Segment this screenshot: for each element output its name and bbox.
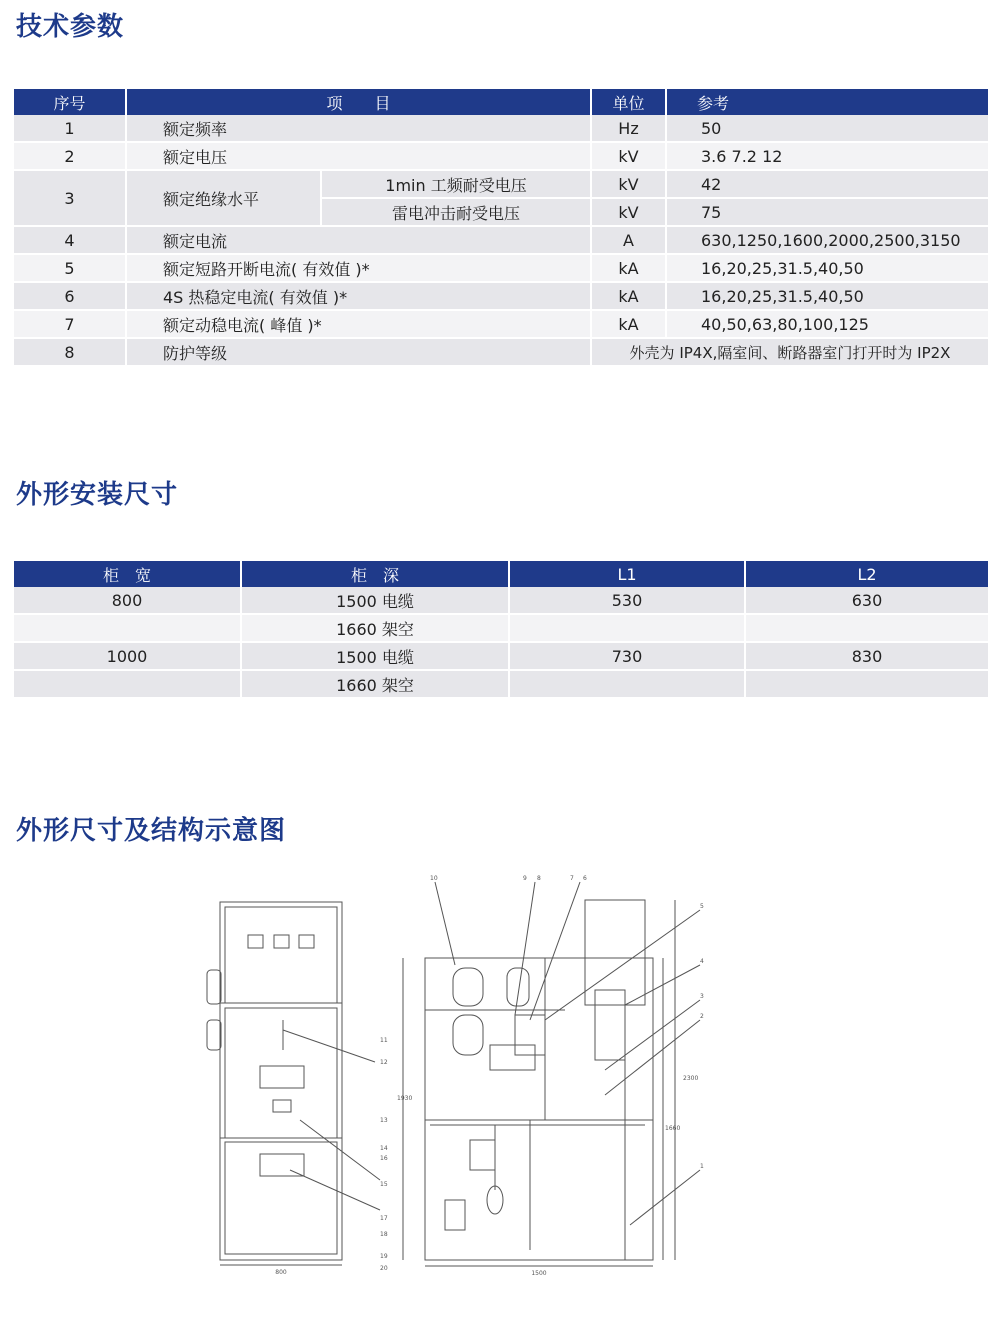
side-depth-label: 1500 bbox=[531, 1270, 547, 1277]
leader-lines-front bbox=[283, 1030, 380, 1210]
switchgear-structure-drawing bbox=[185, 870, 725, 1280]
leader-lines-side bbox=[435, 882, 700, 1225]
row-unit: kV bbox=[592, 143, 667, 171]
section-title-install: 外形安装尺寸 bbox=[16, 480, 179, 510]
row-item: 防护等级 bbox=[127, 339, 592, 367]
table-row bbox=[14, 671, 988, 699]
callout-12: 12 bbox=[380, 1059, 388, 1066]
callouts bbox=[380, 875, 704, 1272]
row-ref: 75 bbox=[667, 199, 988, 227]
row-ref: 16,20,25,31.5,40,50 bbox=[667, 255, 988, 283]
callout-9: 9 bbox=[523, 875, 527, 882]
table-row bbox=[14, 143, 988, 171]
row-no: 5 bbox=[14, 255, 127, 283]
cell-l2 bbox=[746, 671, 988, 699]
row-unit: kA bbox=[592, 311, 667, 339]
callout-14: 14 bbox=[380, 1145, 388, 1152]
row-item: 4S 热稳定电流( 有效值 )* bbox=[127, 283, 592, 311]
table-row bbox=[14, 643, 988, 671]
table-row bbox=[14, 587, 988, 615]
callout-8: 8 bbox=[537, 875, 541, 882]
row-no: 7 bbox=[14, 311, 127, 339]
cell-depth: 1500 电缆 bbox=[242, 643, 510, 671]
row-ref: 40,50,63,80,100,125 bbox=[667, 311, 988, 339]
callout-1: 1 bbox=[700, 1163, 704, 1170]
row-no: 8 bbox=[14, 339, 127, 367]
table-header bbox=[14, 89, 988, 115]
section-title-tech: 技术参数 bbox=[16, 12, 125, 42]
row-no: 1 bbox=[14, 115, 127, 143]
cell-depth: 1660 架空 bbox=[242, 671, 510, 699]
callout-19: 19 bbox=[380, 1253, 388, 1260]
callout-18: 18 bbox=[380, 1231, 388, 1238]
callout-3: 3 bbox=[700, 993, 704, 1000]
row-ref: 外壳为 IP4X,隔室间、断路器室门打开时为 IP2X bbox=[592, 339, 988, 367]
row-no: 4 bbox=[14, 227, 127, 255]
row-ref: 42 bbox=[667, 171, 988, 199]
callout-11: 11 bbox=[380, 1037, 388, 1044]
header-unit: 单位 bbox=[592, 89, 667, 115]
table-row bbox=[14, 171, 988, 199]
row-no: 2 bbox=[14, 143, 127, 171]
table-row bbox=[14, 615, 988, 643]
cell-l2: 630 bbox=[746, 587, 988, 615]
table-row bbox=[14, 283, 988, 311]
section-title-diagram: 外形尺寸及结构示意图 bbox=[16, 816, 287, 846]
row-ref: 630,1250,1600,2000,2500,3150 bbox=[667, 227, 988, 255]
row-no: 3 bbox=[14, 171, 127, 227]
cell-depth: 1660 架空 bbox=[242, 615, 510, 643]
callout-7: 7 bbox=[570, 875, 574, 882]
table-header bbox=[14, 561, 988, 587]
callout-16: 16 bbox=[380, 1155, 388, 1162]
row-ref: 50 bbox=[667, 115, 988, 143]
header-width: 柜 宽 bbox=[14, 561, 242, 587]
install-dimensions-table bbox=[14, 561, 988, 699]
row-unit: kA bbox=[592, 283, 667, 311]
callout-10: 10 bbox=[430, 875, 438, 882]
row-item: 额定绝缘水平 bbox=[127, 171, 322, 227]
callout-15: 15 bbox=[380, 1181, 388, 1188]
row-item: 额定电流 bbox=[127, 227, 592, 255]
cell-l1 bbox=[510, 671, 746, 699]
cell-width: 1000 bbox=[14, 643, 242, 671]
cell-l1: 730 bbox=[510, 643, 746, 671]
table-row bbox=[14, 115, 988, 143]
header-l1: L1 bbox=[510, 561, 746, 587]
row-item: 额定短路开断电流( 有效值 )* bbox=[127, 255, 592, 283]
dim-height-2300: 2300 bbox=[683, 1075, 699, 1082]
row-unit: kV bbox=[592, 171, 667, 199]
callout-20: 20 bbox=[380, 1265, 388, 1272]
cell-l1: 530 bbox=[510, 587, 746, 615]
row-item: 额定电压 bbox=[127, 143, 592, 171]
cell-width bbox=[14, 615, 242, 643]
tech-params-table bbox=[14, 89, 988, 367]
cell-l2: 830 bbox=[746, 643, 988, 671]
table-row bbox=[14, 255, 988, 283]
cell-depth: 1500 电缆 bbox=[242, 587, 510, 615]
callout-4: 4 bbox=[700, 958, 704, 965]
row-unit: kA bbox=[592, 255, 667, 283]
front-width-label: 800 bbox=[275, 1269, 287, 1276]
table-row bbox=[14, 227, 988, 255]
dim-height-1930: 1930 bbox=[397, 1095, 413, 1102]
callout-6: 6 bbox=[583, 875, 587, 882]
row-subitem: 1min 工频耐受电压 bbox=[322, 171, 592, 199]
side-view bbox=[397, 900, 698, 1277]
table-row bbox=[14, 311, 988, 339]
header-ref: 参考 bbox=[667, 89, 988, 115]
cell-l2 bbox=[746, 615, 988, 643]
table-row bbox=[14, 339, 988, 367]
dim-height-1660: 1660 bbox=[665, 1125, 681, 1132]
row-no: 6 bbox=[14, 283, 127, 311]
cell-l1 bbox=[510, 615, 746, 643]
row-unit: kV bbox=[592, 199, 667, 227]
row-item: 额定动稳电流( 峰值 )* bbox=[127, 311, 592, 339]
header-no: 序号 bbox=[14, 89, 127, 115]
front-view bbox=[207, 902, 342, 1276]
callout-5: 5 bbox=[700, 903, 704, 910]
callout-2: 2 bbox=[700, 1013, 704, 1020]
row-ref: 16,20,25,31.5,40,50 bbox=[667, 283, 988, 311]
header-depth: 柜 深 bbox=[242, 561, 510, 587]
row-unit: A bbox=[592, 227, 667, 255]
header-l2: L2 bbox=[746, 561, 988, 587]
callout-17: 17 bbox=[380, 1215, 388, 1222]
header-item: 项 目 bbox=[127, 89, 592, 115]
row-ref: 3.6 7.2 12 bbox=[667, 143, 988, 171]
cell-width bbox=[14, 671, 242, 699]
row-item: 额定频率 bbox=[127, 115, 592, 143]
cell-width: 800 bbox=[14, 587, 242, 615]
row-subitem: 雷电冲击耐受电压 bbox=[322, 199, 592, 227]
row-unit: Hz bbox=[592, 115, 667, 143]
callout-13: 13 bbox=[380, 1117, 388, 1124]
